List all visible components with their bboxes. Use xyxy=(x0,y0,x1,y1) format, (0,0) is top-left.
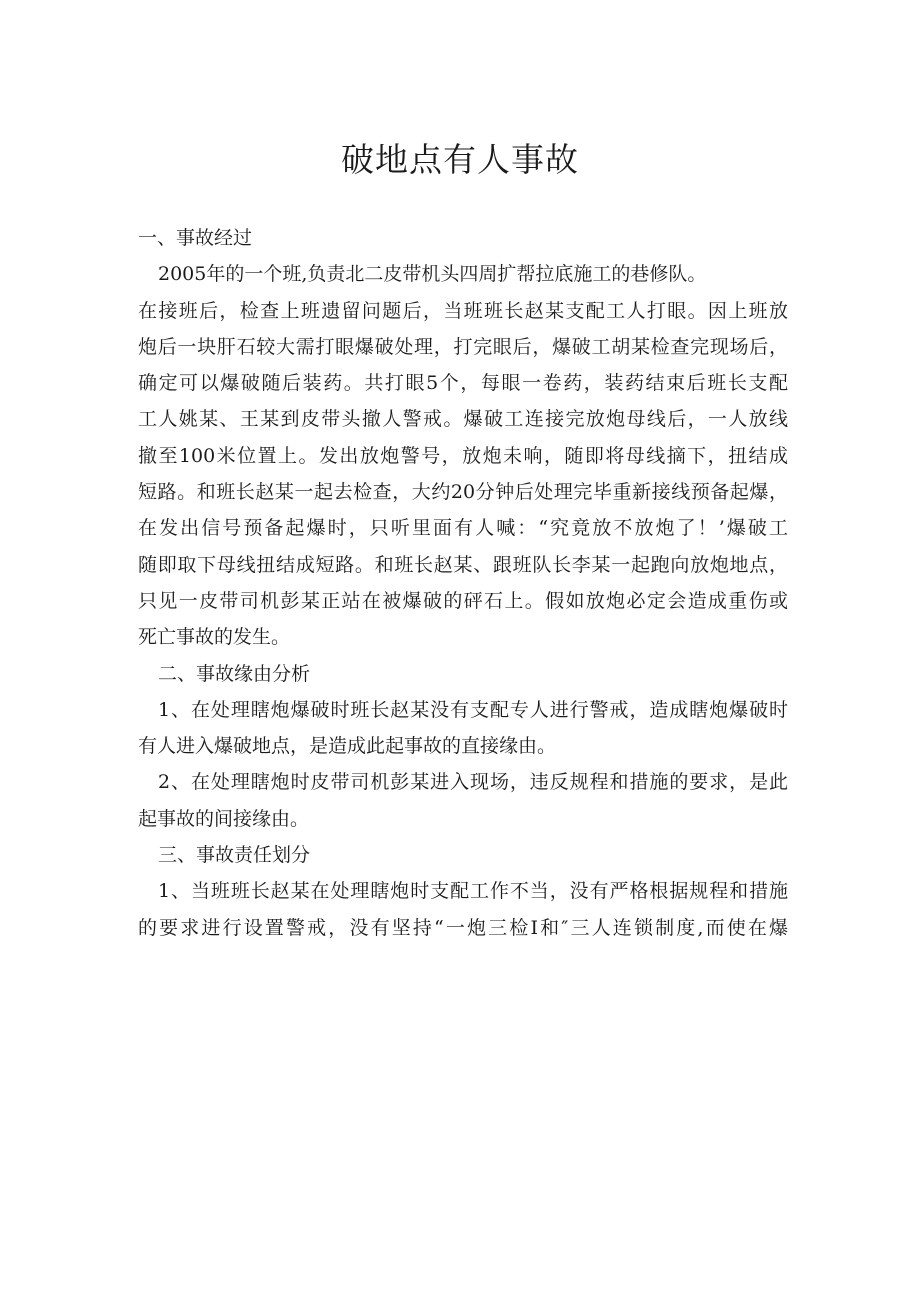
text-line: 在发出信号预备起爆时，只听里面有人喊：“究竟放不放炮了！’爆破工 xyxy=(138,517,788,540)
text-line: 确定可以爆破随后装药。共打眼5个，每眼一卷药，装药结束后班长支配 xyxy=(138,372,788,395)
text-line: 二、事故缘由分析 xyxy=(158,662,311,685)
text-line: 工人姚某、王某到皮带头撤人警戒。爆破工连接完放炮母线后，一人放线 xyxy=(138,408,788,431)
text-line: 一、事故经过 xyxy=(138,227,253,249)
text-line: 短路。和班长赵某一起去检查，大约20分钟后处理完毕重新接线预备起爆， xyxy=(138,481,788,504)
text-line: 撤至100米位置上。发出放炮警号，放炮未响，随即将母线摘下，扭结成 xyxy=(138,444,788,467)
document-body xyxy=(138,220,788,946)
text-line: 死亡事故的发生。 xyxy=(138,626,291,649)
text-line: 有人进入爆破地点，是造成此起事故的直接缘由。 xyxy=(138,735,557,758)
text-line: 随即取下母线扭结成短路。和班长赵某、跟班队长李某一起跑向放炮地点， xyxy=(138,553,788,576)
text-line: 2005年的一个班,负责北二皮带机头四周扩帮拉底施工的巷修队。 xyxy=(158,263,707,286)
document-title: 破地点有人事故 xyxy=(341,140,579,179)
text-line: 在接班后，检查上班遗留问题后，当班班长赵某支配工人打眼。因上班放 xyxy=(138,299,788,322)
text-line: 的要求进行设置警戒，没有坚持“一炮三检I和″三人连锁制度,而使在爆 xyxy=(138,916,788,939)
text-line: 炮后一块肝石较大需打眼爆破处理，打完眼后，爆破工胡某检查完现场后， xyxy=(138,335,788,358)
text-line: 1、当班班长赵某在处理瞎炮时支配工作不当，没有严格根据规程和措施 xyxy=(158,880,788,903)
text-line: 三、事故责任划分 xyxy=(158,844,311,867)
text-line: 1、在处理瞎炮爆破时班长赵某没有支配专人进行警戒，造成瞎炮爆破时 xyxy=(158,698,788,721)
text-line: 只见一皮带司机彭某正站在被爆破的砰石上。假如放炮必定会造成重伤或 xyxy=(138,589,788,612)
text-line: 2、在处理瞎炮时皮带司机彭某进入现场，违反规程和措施的要求，是此 xyxy=(158,771,788,794)
text-line: 起事故的间接缘由。 xyxy=(138,807,310,830)
